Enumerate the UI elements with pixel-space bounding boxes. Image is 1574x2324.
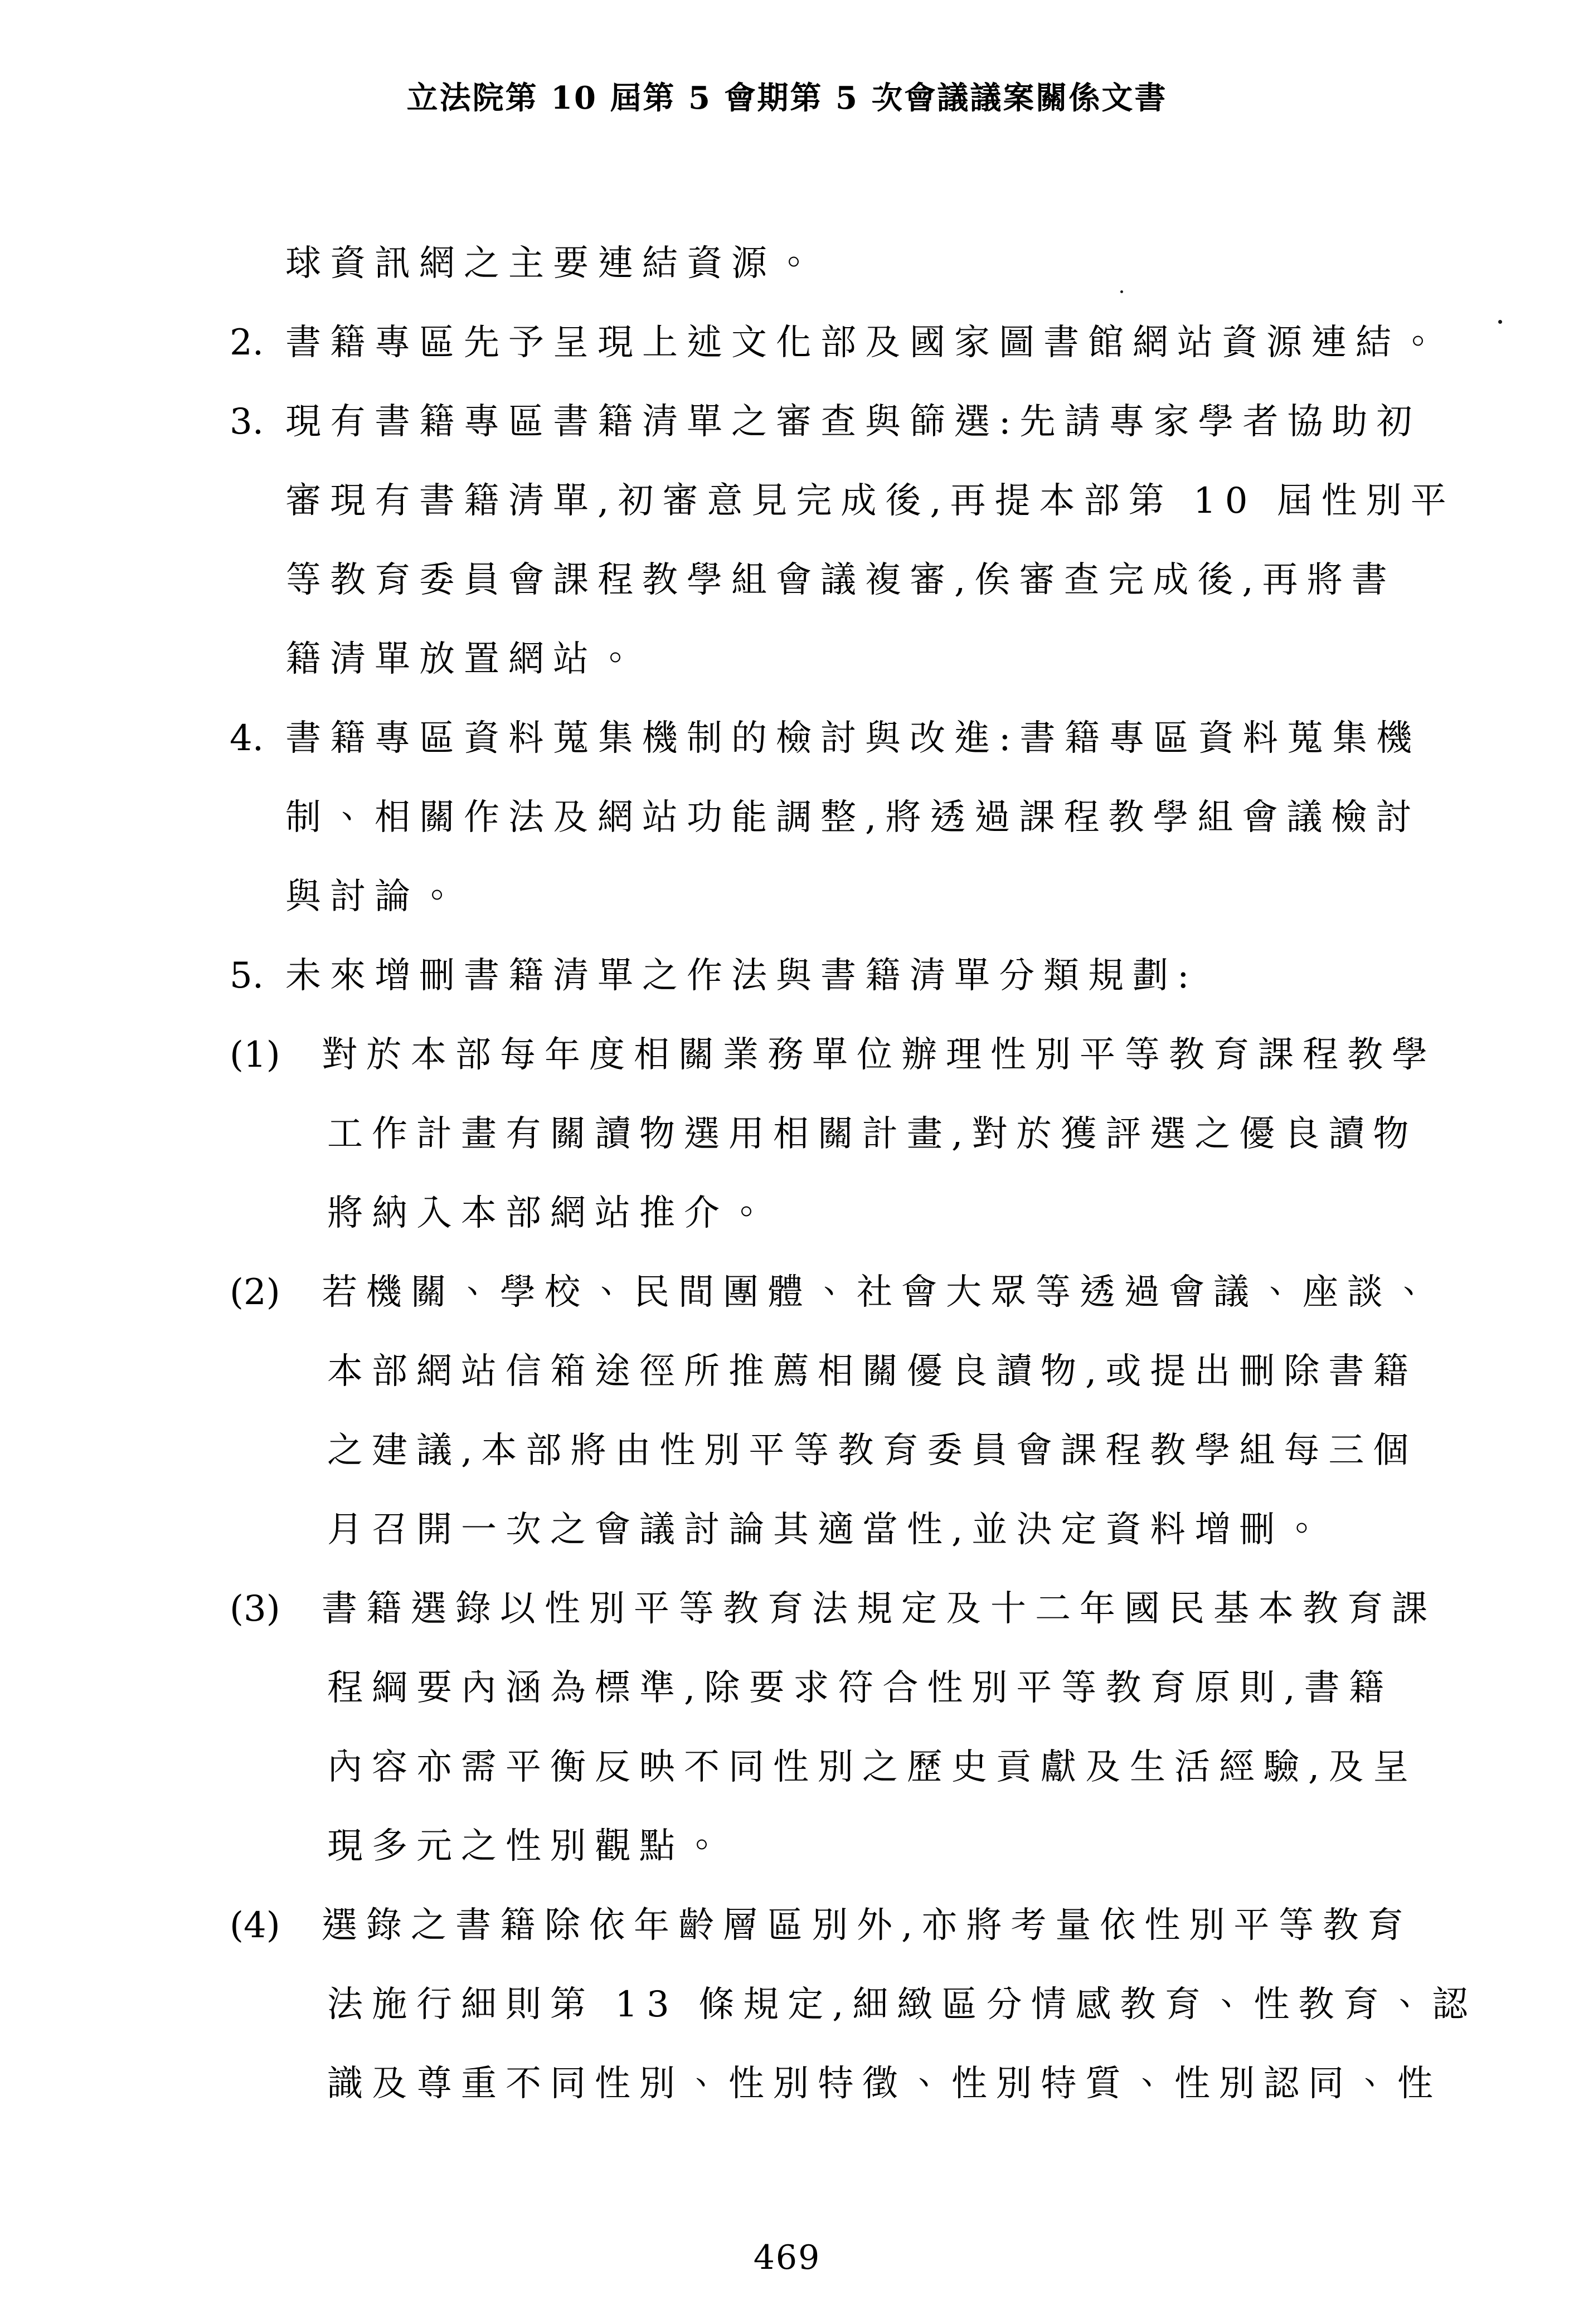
text-line	[230, 778, 1428, 857]
list-item	[230, 936, 1428, 1015]
text-line	[230, 1332, 1428, 1411]
sub-list-item-number: (4)	[230, 1905, 280, 1946]
sub-list-item-number: (2)	[230, 1272, 280, 1313]
text-line	[230, 1649, 1428, 1728]
text-line	[230, 1965, 1477, 2044]
line-text: 本部網站信箱途徑所推薦相關優良讀物,或提出刪除書籍	[327, 1351, 1418, 1392]
text-line	[230, 1728, 1428, 1807]
text-line	[230, 2044, 1442, 2123]
list-item-number: 2.	[230, 322, 264, 363]
text-line	[230, 1807, 1428, 1886]
text-line	[230, 1411, 1428, 1490]
sub-list-item-number: (3)	[230, 1588, 280, 1630]
line-text: 書籍專區資料蒐集機制的檢討與改進:書籍專區資料蒐集機	[285, 718, 1421, 759]
line-text: 選錄之書籍除依年齡層區別外,亦將考量依性別平等教育	[322, 1905, 1412, 1946]
line-text: 籍清單放置網站。	[285, 639, 642, 680]
line-text: 審現有書籍清單,初審意見完成後,再提本部第 10 屆性別平	[285, 480, 1455, 522]
text-line	[230, 461, 1455, 541]
line-text: 未來增刪書籍清單之作法與書籍清單分類規劃:	[285, 955, 1198, 996]
sub-list-item	[230, 1886, 1428, 1965]
line-text: 書籍專區先予呈現上述文化部及國家圖書館網站資源連結。	[285, 322, 1445, 363]
document-header: 立法院第 10 屆第 5 會期第 5 次會議議案關係文書	[406, 80, 1168, 116]
list-item-number: 3.	[230, 401, 264, 443]
line-text: 現多元之性別觀點。	[327, 1826, 728, 1867]
sub-list-item	[230, 1253, 1436, 1332]
list-item-number: 4.	[230, 718, 264, 759]
list-item	[230, 303, 1445, 382]
list-item	[230, 699, 1428, 778]
sub-list-item-number: (1)	[230, 1034, 280, 1076]
line-text: 等教育委員會課程教學組會議複審,俟審查完成後,再將書	[285, 560, 1396, 601]
line-text: 識及尊重不同性別、性別特徵、性別特質、性別認同、性	[327, 2063, 1442, 2104]
line-text: 球資訊網之主要連結資源。	[285, 243, 820, 284]
text-line	[230, 1490, 1428, 1569]
line-text: 工作計畫有關讀物選用相關計畫,對於獲評選之優良讀物	[327, 1114, 1418, 1155]
scan-speck	[1120, 290, 1123, 293]
line-text: 與討論。	[285, 876, 464, 917]
text-line	[230, 857, 1428, 936]
sub-list-item	[230, 1015, 1436, 1095]
list-item-number: 5.	[230, 955, 264, 996]
line-text: 書籍選錄以性別平等教育法規定及十二年國民基本教育課	[322, 1588, 1436, 1630]
page-number: 469	[753, 2238, 821, 2277]
text-line	[230, 224, 1428, 303]
document-body	[230, 224, 1477, 2123]
text-line	[230, 1095, 1428, 1174]
line-text: 內容亦需平衡反映不同性別之歷史貢獻及生活經驗,及呈	[327, 1747, 1418, 1788]
line-text: 程綱要內涵為標準,除要求符合性別平等教育原則,書籍	[327, 1667, 1393, 1709]
text-line	[230, 541, 1428, 620]
line-text: 若機關、學校、民間團體、社會大眾等透過會議、座談、	[322, 1272, 1436, 1313]
text-line	[230, 1174, 1428, 1253]
scan-speck	[1498, 320, 1502, 324]
line-text: 月召開一次之會議討論其適當性,並決定資料增刪。	[327, 1509, 1329, 1550]
line-text: 現有書籍專區書籍清單之審查與篩選:先請專家學者協助初	[285, 401, 1421, 443]
line-text: 之建議,本部將由性別平等教育委員會課程教學組每三個	[327, 1430, 1418, 1471]
sub-list-item	[230, 1569, 1436, 1649]
text-line	[230, 620, 1428, 699]
line-text: 對於本部每年度相關業務單位辦理性別平等教育課程教學	[322, 1034, 1436, 1076]
line-text: 制、相關作法及網站功能調整,將透過課程教學組會議檢討	[285, 797, 1421, 838]
list-item	[230, 382, 1428, 461]
line-text: 法施行細則第 13 條規定,細緻區分情感教育、性教育、認	[327, 1984, 1477, 2025]
line-text: 將納入本部網站推介。	[327, 1193, 773, 1234]
